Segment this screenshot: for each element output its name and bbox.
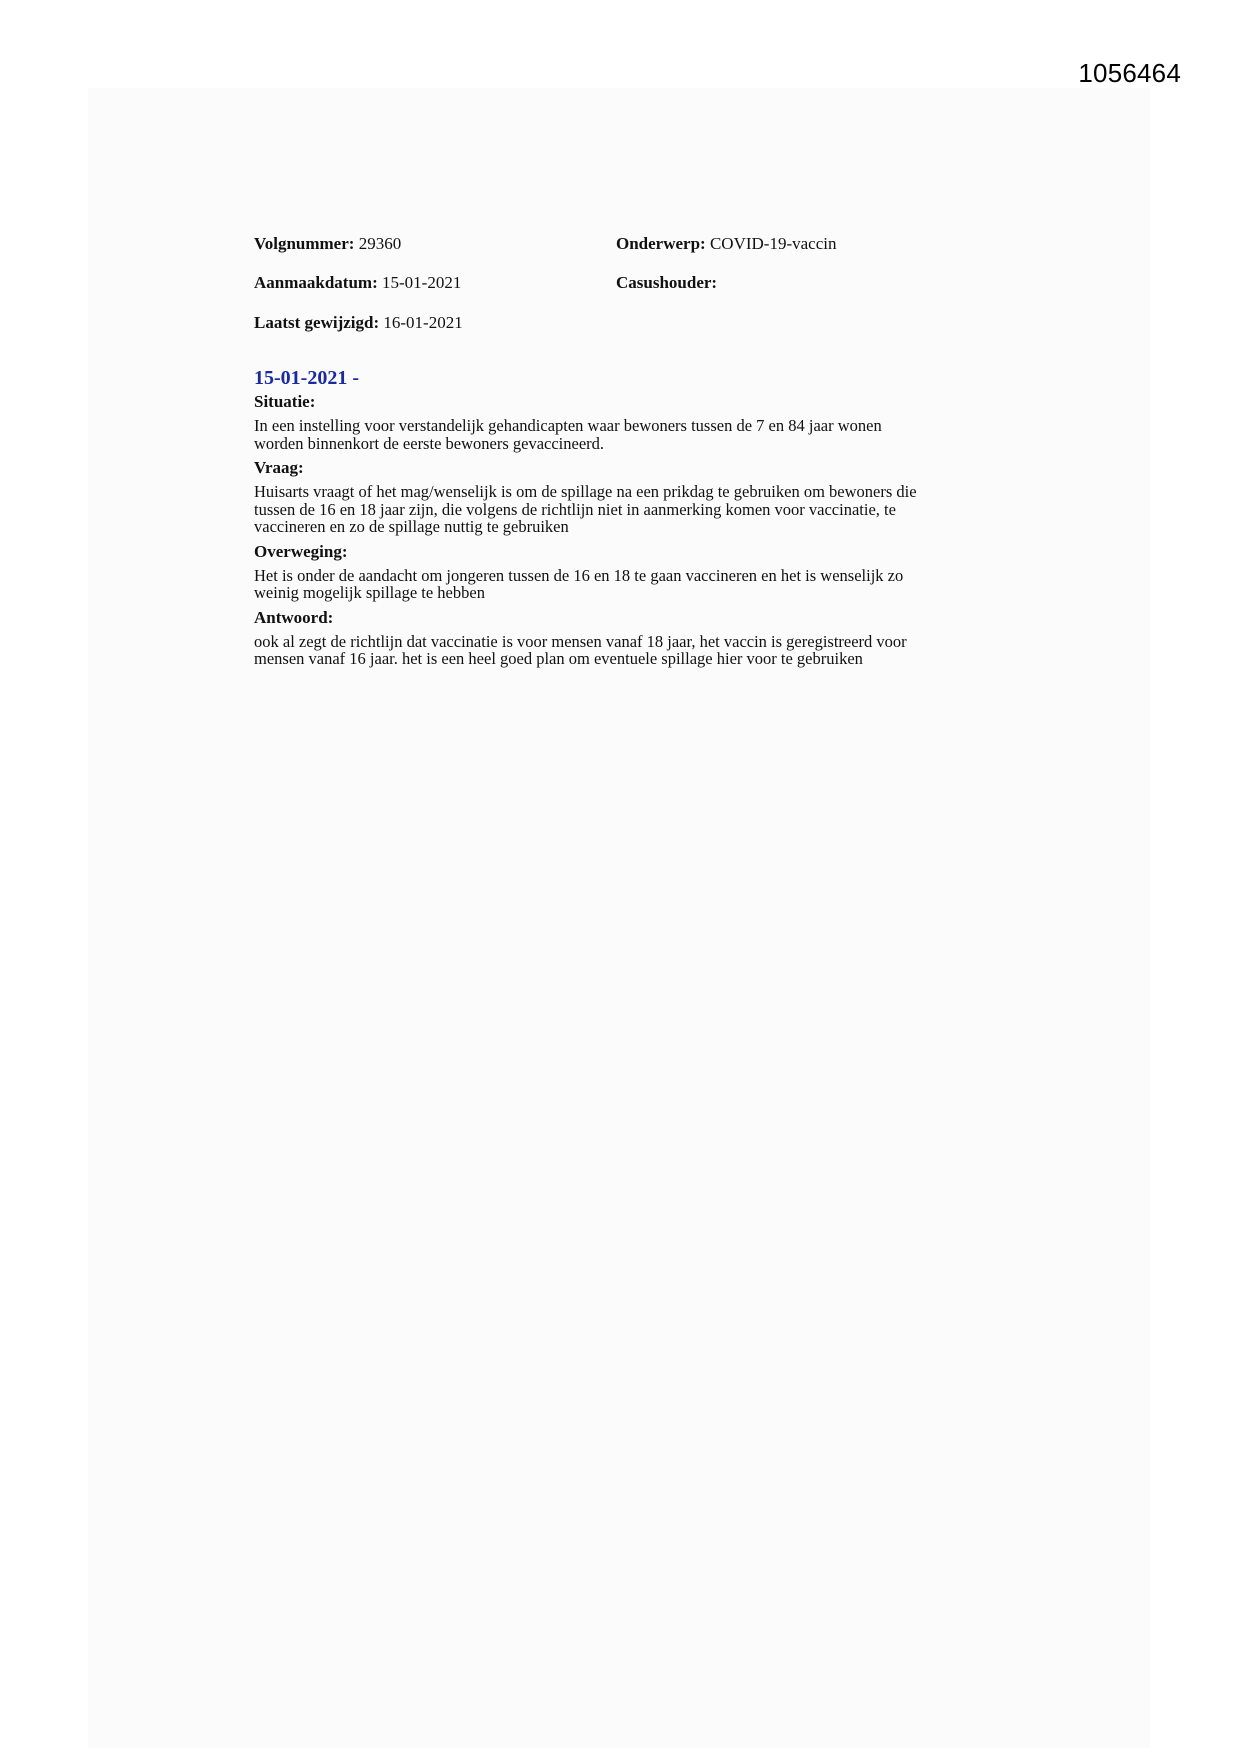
aanmaakdatum-label: Aanmaakdatum: [254, 273, 378, 292]
log-entry [254, 366, 984, 674]
meta-volgnummer [254, 234, 401, 254]
section-vraag [254, 458, 984, 536]
laatst-gewijzigd-label: Laatst gewijzigd: [254, 313, 380, 332]
document-number: 1056464 [1078, 58, 1181, 88]
body-line: mensen vanaf 16 jaar. het is een heel goed plan om eventuele spillage hier voor te gebruiken [254, 649, 863, 668]
onderwerp-label: Onderwerp: [616, 234, 706, 253]
page-background [88, 88, 1150, 1748]
body-line: worden binnenkort de eerste bewoners gevaccineerd. [254, 433, 605, 453]
laatst-gewijzigd-value: 16-01-2021 [383, 313, 463, 332]
body-line: ook al zegt de richtlijn dat vaccinatie is voor mensen vanaf 18 jaar, het vaccin is geregistreerd voor [254, 631, 907, 651]
casushouder-label: Casushouder: [616, 273, 718, 292]
section-heading: Overweging: [254, 541, 348, 561]
meta-aanmaakdatum [254, 273, 461, 293]
section-heading: Vraag: [254, 458, 304, 477]
body-line: In een instelling voor verstandelijk gehandicapten waar bewoners tussen de 7 en 84 jaar wonen [254, 416, 882, 435]
volgnummer-value: 29360 [358, 234, 402, 253]
meta-onderwerp [616, 234, 836, 254]
onderwerp-value: COVID-19-vaccin [709, 234, 837, 253]
aanmaakdatum-value: 15-01-2021 [382, 273, 462, 292]
entry-date: 15-01-2021 - [254, 367, 359, 389]
section-heading: Situatie: [254, 392, 316, 411]
section-heading: Antwoord: [254, 607, 334, 627]
meta-laatst-gewijzigd [254, 313, 463, 333]
section-antwoord [254, 608, 984, 668]
section-situatie [254, 392, 984, 452]
volgnummer-label: Volgnummer: [254, 234, 355, 253]
section-overweging [254, 542, 984, 602]
section-body [254, 483, 984, 536]
body-line: Huisarts vraagt of het mag/wenselijk is om de spillage na een prikdag te gebruiken om bewoners die [254, 482, 917, 501]
body-line: tussen de 16 en 18 jaar zijn, die volgens de richtlijn niet in aanmerking komen voor vaccinatie, te [254, 499, 896, 519]
meta-casushouder [616, 273, 717, 293]
body-line: weinig mogelijk spillage te hebben [254, 583, 485, 602]
body-line: Het is onder de aandacht om jongeren tussen de 16 en 18 te gaan vaccineren en het is wenselijk zo [254, 565, 904, 585]
section-body [254, 567, 984, 602]
body-line: vaccineren en zo de spillage nuttig te gebruiken [254, 517, 569, 536]
section-body [254, 417, 984, 452]
section-body [254, 633, 984, 668]
